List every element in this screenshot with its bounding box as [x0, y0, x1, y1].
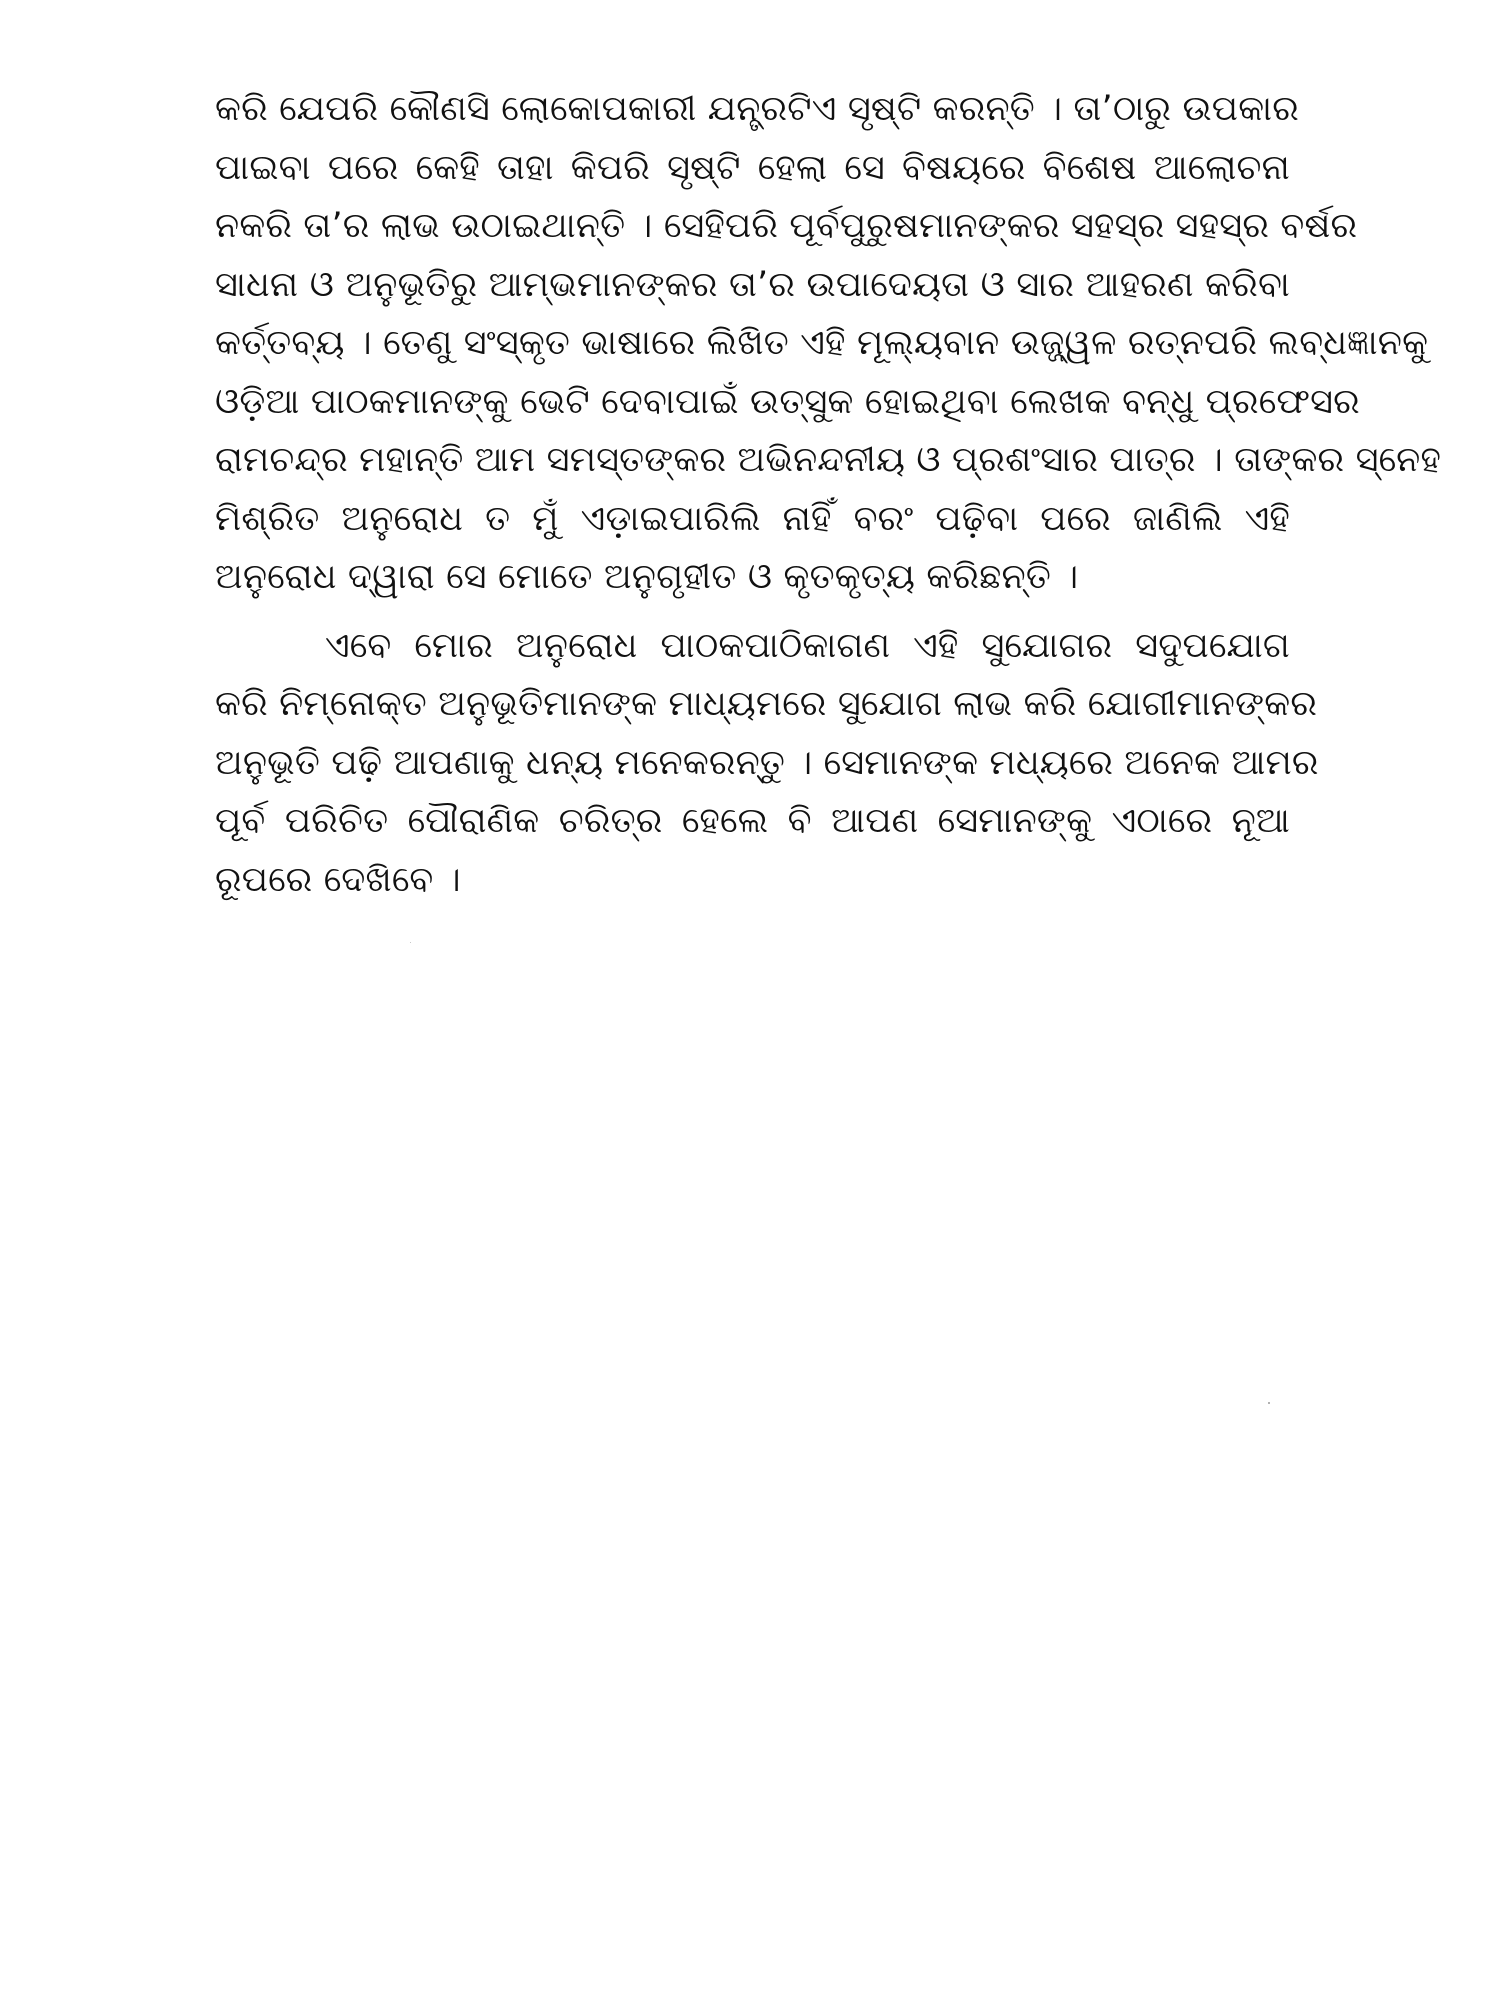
text-line: କରି ଯେପରି କୌଣସି ଲୋକୋପକାରୀ ଯନ୍ତ୍ରଟିଏ ସୃଷ୍ଟି କରନ୍ତି । ତା’ଠାରୁ ଉପକାର: [215, 89, 1299, 129]
scan-speck: [1268, 1402, 1270, 1404]
text-line: ଅନୁଭୂତି ପଢ଼ି ଆପଣାକୁ ଧନ୍ୟ ମନେକରନ୍ତୁ । ସେମାନଙ୍କ ମଧ୍ୟରେ ଅନେକ ଆମର: [215, 742, 1319, 783]
text-line: ରୂପରେ ଦେଖିବେ ।: [215, 859, 461, 900]
text-line: ପାଇବା ପରେ କେହି ତାହା କିପରି ସୃଷ୍ଟି ହେଲା ସେ ବିଷୟରେ ବିଶେଷ ଆଲୋଚନା: [215, 147, 1290, 188]
text-line: ଅନୁରୋଧ ଦ୍ୱାରା ସେ ମୋତେ ଅନୁଗୃହୀତ ଓ କୃତକୃତ୍ୟ କରିଛନ୍ତି ।: [215, 557, 1079, 597]
text-line: ସାଧନା ଓ ଅନୁଭୂତିରୁ ଆମ୍ଭମାନଙ୍କର ତା’ର ଉପାଦେୟତା ଓ ସାର ଆହରଣ କରିବା: [215, 264, 1290, 305]
body-text: [215, 80, 1442, 909]
text-line: ନକରି ତା’ର ଲାଭ ଉଠାଇଥାନ୍ତି । ସେହିପରି ପୂର୍ବପୁରୁଷମାନଙ୍କର ସହସ୍ର ସହସ୍ର ବର୍ଷର: [215, 206, 1358, 246]
scan-speck: [410, 942, 411, 943]
paragraph-2: [215, 617, 1319, 910]
text-line: ମିଶ୍ରିତ ଅନୁରୋଧ ତ ମୁଁ ଏଡ଼ାଇପାରିଲି ନାହିଁ ବରଂ ପଢ଼ିବା ପରେ ଜାଣିଲି ଏହି: [215, 498, 1290, 539]
text-line: ପୂର୍ବ ପରିଚିତ ପୌରାଣିକ ଚରିତ୍ର ହେଲେ ବି ଆପଣ ସେମାନଙ୍କୁ ଏଠାରେ ନୂଆ: [215, 801, 1290, 841]
text-line: କରି ନିମ୍ନୋକ୍ତ ଅନୁଭୂତିମାନଙ୍କ ମାଧ୍ୟମରେ ସୁଯୋଗ ଲାଭ କରି ଯୋଗୀମାନଙ୍କର: [215, 684, 1318, 724]
text-line: ଏବେ ମୋର ଅନୁରୋଧ ପାଠକପାଠିକାଗଣ ଏହି ସୁଯୋଗର ସଦୁପଯୋଗ: [325, 625, 1290, 666]
paragraph-1: [215, 80, 1442, 607]
text-line: ରାମଚନ୍ଦ୍ର ମହାନ୍ତି ଆମ ସମସ୍ତଙ୍କର ଅଭିନନ୍ଦନୀୟ ଓ ପ୍ରଶଂସାର ପାତ୍ର । ତାଙ୍କର ସ୍ନେହ: [215, 440, 1442, 480]
text-line: ଓଡ଼ିଆ ପାଠକମାନଙ୍କୁ ଭେଟି ଦେବାପାଇଁ ଉତ୍ସୁକ ହୋଇଥିବା ଲେଖକ ବନ୍ଧୁ ପ୍ରଫେସର: [215, 381, 1360, 422]
text-line: କର୍ତ୍ତବ୍ୟ । ତେଣୁ ସଂସ୍କୃତ ଭାଷାରେ ଲିଖିତ ଏହି ମୂଲ୍ୟବାନ ଉଜ୍ଜ୍ୱଳ ରତ୍ନପରି ଲବ୍ଧଜ୍ଞାନକୁ: [215, 323, 1429, 363]
